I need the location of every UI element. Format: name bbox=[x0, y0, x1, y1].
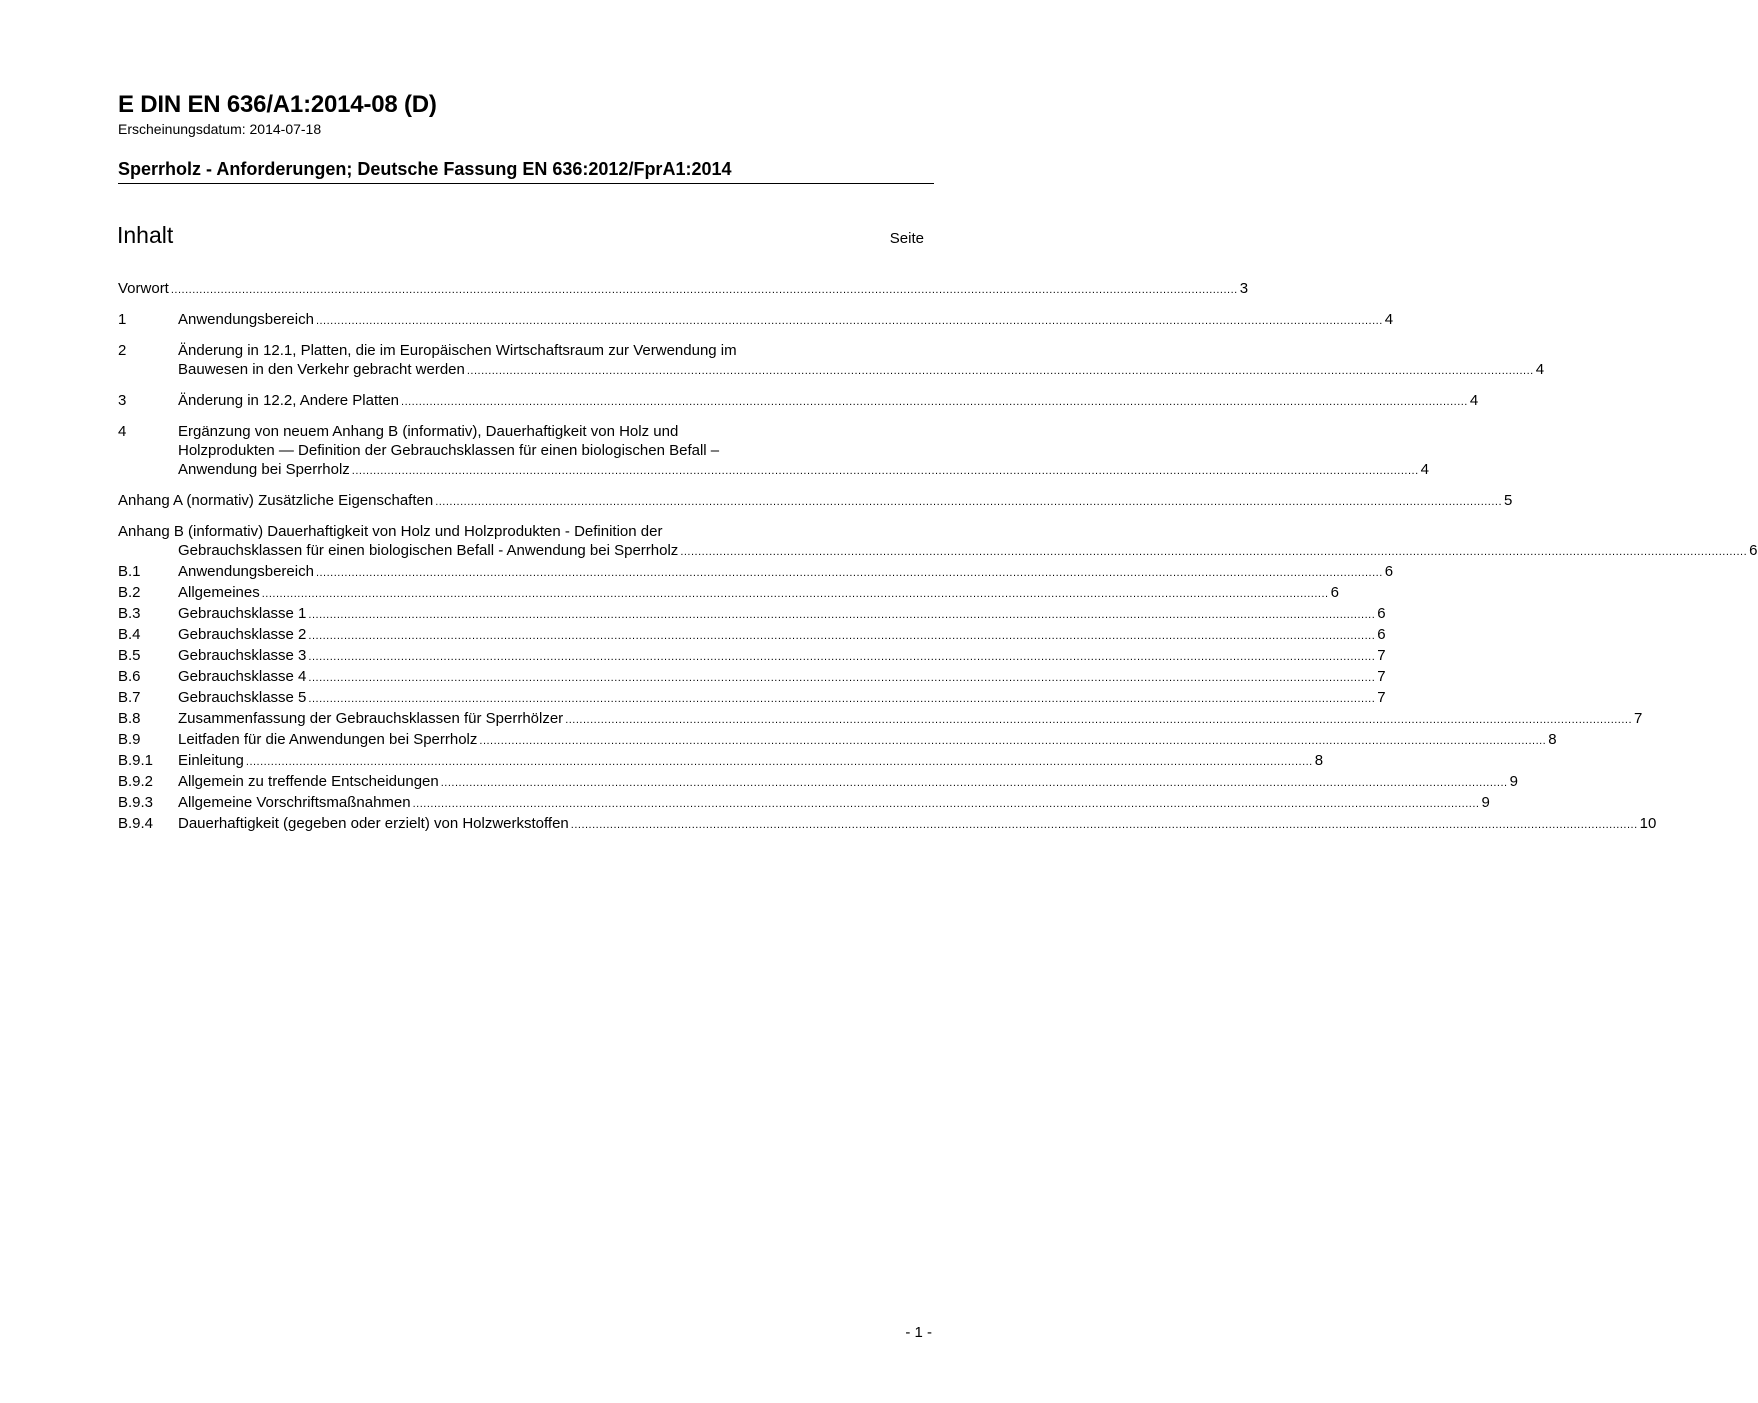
toc-entry-page: 6 bbox=[1377, 605, 1386, 622]
toc-entry-page: 9 bbox=[1509, 773, 1518, 790]
leader-dots: ............................................................................................................................................................................................................................................................................................................ bbox=[308, 651, 1376, 663]
leader-dots: ............................................................................................................................................................................................................................................................................................................ bbox=[261, 588, 1329, 600]
toc-entry-b8[interactable] bbox=[118, 709, 1643, 730]
toc-entry-text: Allgemein zu treffende Entscheidungen bbox=[178, 773, 439, 790]
toc-entry-page: 7 bbox=[1377, 668, 1386, 685]
toc-entry-annex-b[interactable] bbox=[118, 522, 1758, 562]
leader-dots: ............................................................................................................................................................................................................................................................................................................ bbox=[351, 465, 1419, 477]
toc-entry-page: 4 bbox=[1535, 361, 1545, 378]
toc-entry-1[interactable] bbox=[118, 310, 1394, 331]
toc-entry-text: Gebrauchsklasse 5 bbox=[178, 689, 307, 706]
toc-entry-b4[interactable] bbox=[118, 625, 1386, 646]
toc-entry-page: 8 bbox=[1314, 752, 1324, 769]
toc-entry-b7[interactable] bbox=[118, 688, 1386, 709]
toc-entry-b9-2[interactable] bbox=[118, 772, 1518, 793]
toc-entry-text-line: Ergänzung von neuem Anhang B (informativ), Dauerhaftigkeit von Holz und bbox=[178, 423, 679, 440]
toc-entry-2[interactable] bbox=[118, 341, 1545, 381]
toc-entry-page: 7 bbox=[1377, 689, 1386, 706]
toc-heading: Inhalt bbox=[117, 222, 174, 248]
leader-dots: ............................................................................................................................................................................................................................................................................................................ bbox=[170, 284, 1238, 296]
toc-entry-text: Zusammenfassung der Gebrauchsklassen für Sperrhölzer bbox=[178, 710, 564, 727]
toc-entry-number: B.5 bbox=[118, 647, 141, 664]
toc-entry-number: 1 bbox=[118, 311, 127, 328]
annex-b-subsections bbox=[118, 562, 1657, 835]
toc-entry-page: 8 bbox=[1548, 731, 1557, 748]
toc-entry-text: Leitfaden für die Anwendungen bei Sperrholz bbox=[178, 731, 478, 748]
toc-entry-text-line: Holzprodukten — Definition der Gebrauchsklassen für einen biologischen Befall – bbox=[178, 442, 720, 459]
leader-dots: ............................................................................................................................................................................................................................................................................................................ bbox=[479, 735, 1547, 747]
leader-dots: ............................................................................................................................................................................................................................................................................................................ bbox=[412, 798, 1480, 810]
leader-dots: ............................................................................................................................................................................................................................................................................................................ bbox=[308, 672, 1376, 684]
toc-entry-page: 4 bbox=[1420, 461, 1429, 478]
toc-entry-b5[interactable] bbox=[118, 646, 1386, 667]
toc-entry-number: B.9.3 bbox=[118, 794, 154, 811]
toc-entry-page: 6 bbox=[1384, 563, 1394, 580]
toc-entry-page: 10 bbox=[1639, 815, 1657, 832]
toc-entry-number: B.9.1 bbox=[118, 752, 154, 769]
toc-entry-text: Gebrauchsklassen für einen biologischen Befall - Anwendung bei Sperrholz bbox=[178, 542, 679, 559]
toc-entry-number: B.9.4 bbox=[118, 815, 154, 832]
toc-entry-text: Gebrauchsklasse 2 bbox=[178, 626, 307, 643]
toc-entry-text: Allgemeine Vorschriftsmaßnahmen bbox=[178, 794, 411, 811]
toc-entry-number: 4 bbox=[118, 423, 127, 440]
leader-dots: ............................................................................................................................................................................................................................................................................................................ bbox=[466, 365, 1534, 377]
leader-dots: ............................................................................................................................................................................................................................................................................................................ bbox=[308, 630, 1376, 642]
toc-entry-text: Dauerhaftigkeit (gegeben oder erzielt) von Holzwerkstoffen bbox=[178, 815, 569, 832]
leader-dots: ............................................................................................................................................................................................................................................................................................................ bbox=[565, 714, 1633, 726]
leader-dots: ............................................................................................................................................................................................................................................................................................................ bbox=[440, 777, 1508, 789]
leader-dots: ............................................................................................................................................................................................................................................................................................................ bbox=[308, 693, 1376, 705]
page-number: - 1 - bbox=[905, 1324, 932, 1341]
toc-entry-text: Allgemeines bbox=[178, 584, 260, 601]
toc-entry-text-line: Anhang B (informativ) Dauerhaftigkeit von Holz und Holzprodukten - Definition der bbox=[118, 523, 663, 540]
table-of-contents bbox=[118, 279, 1758, 835]
toc-entry-number: B.8 bbox=[118, 710, 141, 727]
toc-entry-4[interactable] bbox=[118, 422, 1429, 481]
leader-dots: ............................................................................................................................................................................................................................................................................................................ bbox=[435, 496, 1503, 508]
publication-date: Erscheinungsdatum: 2014-07-18 bbox=[118, 121, 322, 137]
toc-entry-number: 2 bbox=[118, 342, 127, 359]
toc-entry-page: 7 bbox=[1377, 647, 1386, 664]
toc-entry-number: B.4 bbox=[118, 626, 141, 643]
toc-entry-text: Gebrauchsklasse 4 bbox=[178, 668, 307, 685]
toc-entry-b9-1[interactable] bbox=[118, 751, 1324, 772]
toc-entry-page: 4 bbox=[1384, 311, 1394, 328]
toc-entry-vorwort[interactable] bbox=[118, 279, 1249, 300]
leader-dots: ............................................................................................................................................................................................................................................................................................................ bbox=[308, 609, 1376, 621]
toc-entry-text: Bauwesen in den Verkehr gebracht werden bbox=[178, 361, 465, 378]
toc-entry-b1[interactable] bbox=[118, 562, 1394, 583]
toc-entry-b2[interactable] bbox=[118, 583, 1339, 604]
toc-entry-annex-a[interactable] bbox=[118, 491, 1513, 512]
toc-entry-text: Gebrauchsklasse 1 bbox=[178, 605, 307, 622]
toc-entry-text: Gebrauchsklasse 3 bbox=[178, 647, 307, 664]
toc-entry-b6[interactable] bbox=[118, 667, 1386, 688]
toc-entry-number: B.1 bbox=[118, 563, 141, 580]
toc-entry-number: B.9.2 bbox=[118, 773, 154, 790]
toc-entry-b9-3[interactable] bbox=[118, 793, 1490, 814]
toc-entry-b9-4[interactable] bbox=[118, 814, 1657, 835]
toc-entry-number: 3 bbox=[118, 392, 127, 409]
toc-entry-number: B.6 bbox=[118, 668, 141, 685]
toc-page-column-label: Seite bbox=[889, 230, 924, 247]
toc-entry-page: 6 bbox=[1749, 542, 1758, 559]
toc-entry-text: Einleitung bbox=[178, 752, 244, 769]
toc-entry-page: 3 bbox=[1239, 280, 1249, 297]
toc-entry-text: Anwendungsbereich bbox=[178, 311, 314, 328]
toc-entry-b3[interactable] bbox=[118, 604, 1386, 625]
toc-entry-text-line: Änderung in 12.1, Platten, die im Europäischen Wirtschaftsraum zur Verwendung im bbox=[178, 342, 737, 359]
leader-dots: ............................................................................................................................................................................................................................................................................................................ bbox=[680, 546, 1748, 558]
toc-entry-number: B.3 bbox=[118, 605, 141, 622]
toc-entry-page: 7 bbox=[1634, 710, 1643, 727]
document-subtitle: Sperrholz - Anforderungen; Deutsche Fassung EN 636:2012/FprA1:2014 bbox=[118, 159, 732, 179]
toc-entry-page: 5 bbox=[1504, 492, 1513, 509]
leader-dots: ............................................................................................................................................................................................................................................................................................................ bbox=[315, 567, 1383, 579]
toc-entry-number: B.9 bbox=[118, 731, 141, 748]
toc-entry-text: Anhang A (normativ) Zusätzliche Eigenschaften bbox=[118, 492, 434, 509]
leader-dots: ............................................................................................................................................................................................................................................................................................................ bbox=[570, 819, 1638, 831]
toc-entry-text: Vorwort bbox=[118, 280, 169, 297]
toc-entry-3[interactable] bbox=[118, 391, 1479, 412]
toc-entry-page: 4 bbox=[1469, 392, 1479, 409]
toc-entry-text: Anwendungsbereich bbox=[178, 563, 314, 580]
toc-entry-number: B.7 bbox=[118, 689, 141, 706]
leader-dots: ............................................................................................................................................................................................................................................................................................................ bbox=[401, 396, 1468, 408]
toc-entry-page: 6 bbox=[1330, 584, 1339, 601]
toc-entry-number: B.2 bbox=[118, 584, 141, 601]
toc-entry-b9[interactable] bbox=[118, 730, 1557, 751]
document-title: E DIN EN 636/A1:2014-08 (D) bbox=[118, 91, 437, 118]
toc-entry-page: 6 bbox=[1377, 626, 1386, 643]
leader-dots: ............................................................................................................................................................................................................................................................................................................ bbox=[245, 756, 1313, 768]
header-rule bbox=[118, 183, 934, 184]
leader-dots: ............................................................................................................................................................................................................................................................................................................ bbox=[315, 315, 1383, 327]
toc-entry-text: Änderung in 12.2, Andere Platten bbox=[178, 392, 400, 409]
toc-entry-page: 9 bbox=[1481, 794, 1490, 811]
toc-entry-text: Anwendung bei Sperrholz bbox=[178, 461, 350, 478]
